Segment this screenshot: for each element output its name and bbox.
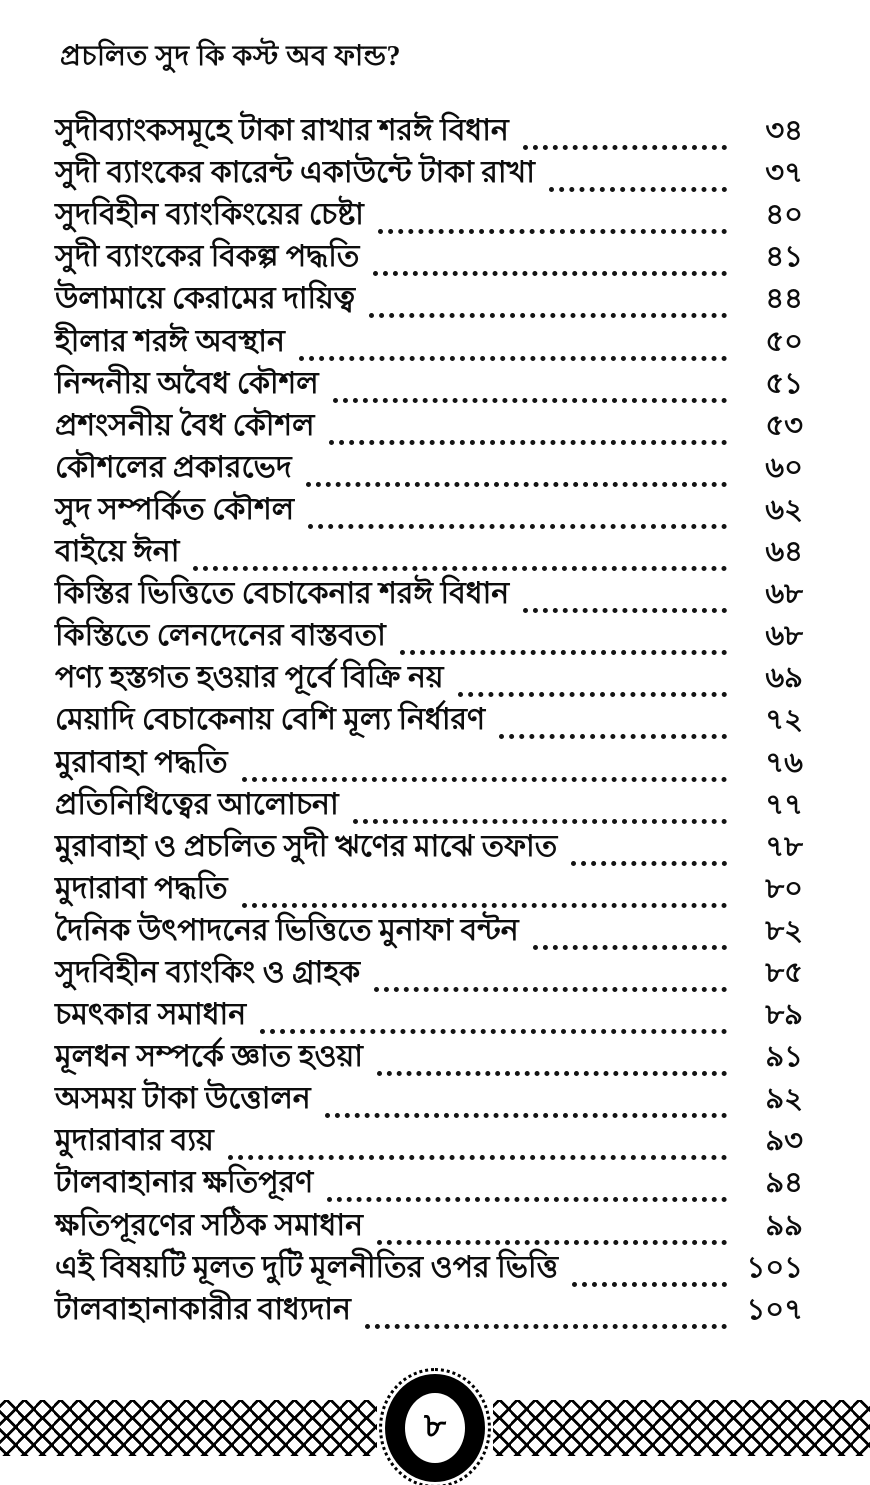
dotted-leader xyxy=(533,945,727,950)
toc-entry xyxy=(55,1247,803,1289)
toc-entry-page: ৫৩ xyxy=(765,409,803,442)
toc-entry xyxy=(55,110,803,152)
dotted-leader xyxy=(228,1155,727,1160)
dotted-leader xyxy=(369,313,727,318)
toc-entry-title: সুদ সম্পর্কিত কৌশল xyxy=(55,492,295,526)
toc-entry-page: ৬৪ xyxy=(765,536,803,569)
toc-entry-title: এই বিষয়টি মূলত দুটি মূলনীতির ওপর ভিত্তি xyxy=(55,1250,559,1284)
toc-entry-title: মুদারাবা পদ্ধতি xyxy=(55,871,228,905)
toc-entry-page: ৬২ xyxy=(765,493,803,526)
toc-entry-title: মুরাবাহা পদ্ধতি xyxy=(55,745,228,779)
dotted-leader xyxy=(458,692,727,697)
toc-entry-page: ৩৪ xyxy=(765,115,803,148)
toc-entry-page: ৪৪ xyxy=(765,283,803,316)
dotted-leader xyxy=(499,734,727,739)
footer-ornament xyxy=(0,1368,870,1485)
toc-entry xyxy=(55,1120,803,1162)
toc-entry xyxy=(55,573,803,615)
dotted-leader xyxy=(572,1282,727,1287)
toc-entry-title: মেয়াদি বেচাকেনায় বেশি মূল্য নির্ধারণ xyxy=(55,703,486,737)
toc-entry xyxy=(55,699,803,741)
dotted-leader xyxy=(377,1071,727,1076)
toc-entry xyxy=(55,784,803,826)
toc-entry-title: অসময় টাকা উত্তোলন xyxy=(55,1082,311,1116)
toc-entry xyxy=(55,1036,803,1078)
toc-entry-page: ৯৯ xyxy=(765,1209,803,1242)
toc-entry-page: ৯৪ xyxy=(765,1167,803,1200)
toc-entry xyxy=(55,741,803,783)
dotted-leader xyxy=(325,1113,727,1118)
toc-entry-page: ৮৫ xyxy=(765,956,803,989)
toc-entry-title: প্রশংসনীয় বৈধ কৌশল xyxy=(55,408,315,442)
dotted-leader xyxy=(523,145,727,150)
dotted-leader xyxy=(242,903,727,908)
dotted-leader xyxy=(378,229,727,234)
toc-entry-page: ৬৮ xyxy=(765,620,803,653)
toc-entry-title: দৈনিক উৎপাদনের ভিত্তিতে মুনাফা বন্টন xyxy=(55,913,519,947)
toc-entry-title: টালবাহানাকারীর বাধ্যদান xyxy=(55,1292,351,1326)
toc-entry xyxy=(55,194,803,236)
dotted-leader xyxy=(374,987,727,992)
ornament-band-right xyxy=(493,1400,870,1456)
toc-entry-title: সুদী ব্যাংকের কারেন্ট একাউন্টে টাকা রাখা xyxy=(55,156,535,190)
medallion-inner-circle xyxy=(405,1393,465,1463)
dotted-leader xyxy=(299,356,727,361)
toc-entry-page: ৮৯ xyxy=(765,999,803,1032)
toc-entry-page: ৮২ xyxy=(765,914,803,947)
toc-entry-page: ৬৯ xyxy=(765,662,803,695)
toc-entry-title: মূলধন সম্পর্কে জ্ঞাত হওয়া xyxy=(55,1040,363,1074)
toc-entry xyxy=(55,363,803,405)
dotted-leader xyxy=(523,608,727,613)
toc-entry-title: কিস্তির ভিত্তিতে বেচাকেনার শরঈ বিধান xyxy=(55,577,510,611)
dotted-leader xyxy=(365,1324,727,1329)
toc-entry-page: ১০৭ xyxy=(746,1293,803,1326)
page-title: প্রচলিত সুদ কি কস্ট অব ফান্ড? xyxy=(60,41,401,72)
table-of-contents xyxy=(55,110,803,1331)
toc-entry xyxy=(55,236,803,278)
dotted-leader xyxy=(373,271,727,276)
toc-entry-title: সুদবিহীন ব্যাংকিং ও গ্রাহক xyxy=(55,955,361,989)
toc-entry-title: মুরাবাহা ও প্রচলিত সুদী ঋণের মাঝে তফাত xyxy=(55,829,558,863)
dotted-leader xyxy=(400,650,727,655)
toc-entry xyxy=(55,320,803,362)
running-header xyxy=(60,34,401,81)
dotted-leader xyxy=(377,1240,727,1245)
toc-entry-page: ৭৭ xyxy=(765,788,803,821)
toc-entry-page: ৭৬ xyxy=(765,746,803,779)
toc-entry xyxy=(55,1078,803,1120)
toc-entry-title: পণ্য হস্তগত হওয়ার পূর্বে বিক্রি নয় xyxy=(55,661,444,695)
dotted-leader xyxy=(333,398,727,403)
page-number-medallion xyxy=(385,1374,485,1482)
dotted-leader xyxy=(260,1029,727,1034)
toc-entry-title: নিন্দনীয় অবৈধ কৌশল xyxy=(55,366,319,400)
toc-entry-title: টালবাহানার ক্ষতিপূরণ xyxy=(55,1166,314,1200)
toc-entry-page: ৮০ xyxy=(765,872,803,905)
toc-entry xyxy=(55,615,803,657)
toc-entry-page: ৯৩ xyxy=(765,1125,803,1158)
dotted-leader xyxy=(571,861,727,866)
toc-entry xyxy=(55,994,803,1036)
toc-entry-title: উলামায়ে কেরামের দায়িত্ব xyxy=(55,282,356,316)
toc-entry-page: ৪১ xyxy=(765,241,803,274)
toc-entry xyxy=(55,868,803,910)
toc-entry xyxy=(55,657,803,699)
toc-entry-title: কৌশলের প্রকারভেদ xyxy=(55,450,292,484)
toc-entry-title: মুদারাবার ব্যয় xyxy=(55,1124,214,1158)
toc-entry-title: সুদবিহীন ব্যাংকিংয়ের চেষ্টা xyxy=(55,198,364,232)
toc-entry-page: ৬০ xyxy=(765,451,803,484)
toc-entry-title: হীলার শরঈ অবস্থান xyxy=(55,324,285,358)
toc-entry-page: ৩৭ xyxy=(765,157,803,190)
dotted-leader xyxy=(306,482,727,487)
toc-entry xyxy=(55,152,803,194)
dotted-leader xyxy=(353,819,727,824)
dotted-leader xyxy=(549,187,727,192)
toc-entry xyxy=(55,952,803,994)
toc-entry-page: ৪০ xyxy=(765,199,803,232)
toc-entry-page: ৫১ xyxy=(765,367,803,400)
toc-entry xyxy=(55,1289,803,1331)
dotted-leader xyxy=(308,524,727,529)
toc-entry-title: সুদীব্যাংকসমূহে টাকা রাখার শরঈ বিধান xyxy=(55,114,509,148)
dotted-leader xyxy=(327,1197,727,1202)
toc-entry xyxy=(55,826,803,868)
toc-entry xyxy=(55,278,803,320)
toc-entry-title: সুদী ব্যাংকের বিকল্প পদ্ধতি xyxy=(55,240,360,274)
toc-entry-title: প্রতিনিধিত্বের আলোচনা xyxy=(55,787,339,821)
toc-entry-page: ৯২ xyxy=(765,1083,803,1116)
toc-entry xyxy=(55,405,803,447)
toc-entry xyxy=(55,1162,803,1204)
dotted-leader xyxy=(242,777,727,782)
toc-entry xyxy=(55,489,803,531)
toc-entry-page: ৭৮ xyxy=(765,830,803,863)
toc-entry xyxy=(55,910,803,952)
toc-entry-page: ৯১ xyxy=(765,1041,803,1074)
toc-entry-page: ৭২ xyxy=(765,704,803,737)
toc-entry xyxy=(55,447,803,489)
page-number: ৮ xyxy=(423,1407,447,1445)
toc-entry-page: ১০১ xyxy=(746,1251,803,1284)
dotted-leader xyxy=(329,440,727,445)
toc-entry-page: ৬৮ xyxy=(765,578,803,611)
toc-entry xyxy=(55,1204,803,1246)
dotted-leader xyxy=(193,566,727,571)
toc-entry xyxy=(55,531,803,573)
toc-entry-title: বাইয়ে ঈনা xyxy=(55,535,180,569)
toc-entry-title: ক্ষতিপূরণের সঠিক সমাধান xyxy=(55,1208,363,1242)
ornament-band-left xyxy=(0,1400,377,1456)
toc-entry-title: চমৎকার সমাধান xyxy=(55,998,247,1032)
toc-entry-title: কিস্তিতে লেনদেনের বাস্তবতা xyxy=(55,619,386,653)
toc-entry-page: ৫০ xyxy=(765,325,803,358)
